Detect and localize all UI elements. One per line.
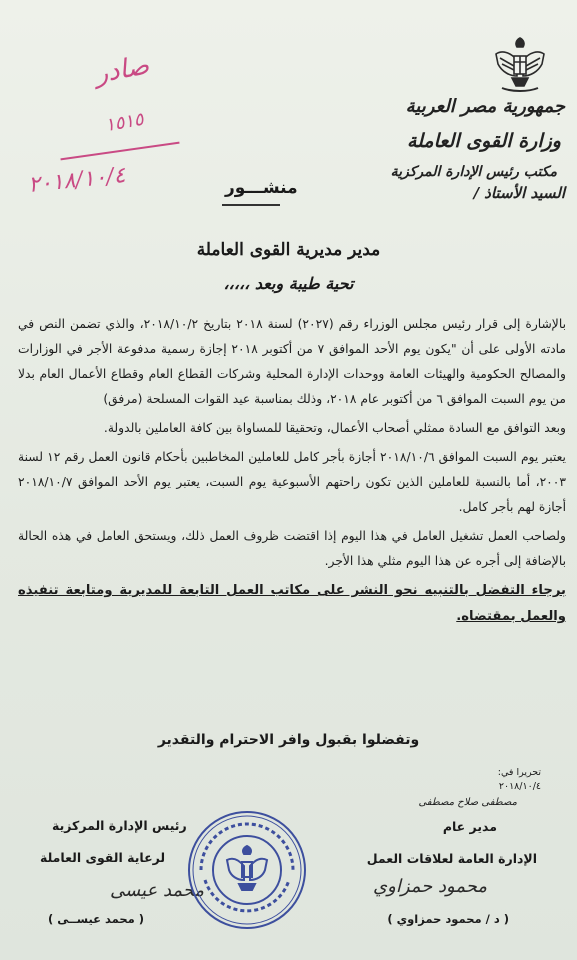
title-underline — [222, 204, 280, 206]
issue-date: ٢٠١٨/١٠/٤ — [498, 781, 541, 792]
handwritten-stroke — [60, 142, 179, 161]
paragraph-overtime: ولصاحب العمل تشغيل العامل في هذا اليوم إذا اقتضت ظروف العمل ذلك، ويستحق العامل في هذه الحالة بالإضافة إلى أجره عن هذا اليوم مثلي هذا الأجر. — [18, 529, 566, 568]
left-signer-subtitle: لرعاية القوى العاملة — [40, 850, 166, 865]
handwritten-note-line1: صادر — [92, 50, 152, 90]
ministry-name: وزارة القوى العاملة — [406, 130, 561, 152]
right-signature: محمود حمزاوي — [373, 876, 487, 897]
paragraph-reference: بالإشارة إلى قرار رئيس مجلس الوزراء رقم (٢٠٢٧) لسنة ٢٠١٨ بتاريخ ٢٠١٨/١٠/٢، والذي تضمن النص في مادته الأولى على أن "يكون يوم الأحد الموافق ٧ من أكتوبر ٢٠١٨ إجازة رسمية مدفوعة الأجر في الوزارات والمصالح الحكومية والهيئات العامة ووحدات الإدارة المحلية وشركات القطاع العام وقطاع الأعمال العام بدلا من يوم السبت الموافق ٦ من أكتوبر عام ٢٠١٨، وذلك بمناسبة عيد القوات المسلحة (مرفق) — [18, 317, 567, 406]
closing-salutation: وتفضلوا بقبول وافر الاحترام والتقدير — [157, 732, 420, 748]
handwritten-note-line2: ١٥١٥ — [103, 108, 146, 137]
paragraph-agreement: وبعد التوافق مع السادة ممثلي أصحاب الأعمال، وتحقيقا للمساواة بين كافة العاملين بالدولة. — [103, 421, 566, 435]
right-signer-department: الإدارة العامة لعلاقات العمل — [366, 851, 537, 866]
right-signer-name: ( د / محمود حمزاوي ) — [387, 912, 509, 926]
paragraph-holiday: يعتبر يوم السبت الموافق ٢٠١٨/١٠/٦ أجازة بأجر كامل للعاملين المخاطبين بأحكام قانون العمل رقم ١٢ لسنة ٢٠٠٣، أما بالنسبة للعاملين الذين تكون راحتهم الأسبوعية يوم السبت، يعتبر يوم الأحد الموافق ٢٠١٨/١٠/٧ أجازة لهم بأجر كامل. — [18, 450, 566, 514]
document-type: منشـــور — [225, 178, 298, 198]
paragraph-request: برجاء التفضل بالتنبيه نحو النشر على مكاتب العمل التابعة للمديرية ومتابعة تنفيذه والعمل بمقتضاه. — [18, 583, 566, 624]
left-signature: محمد عيسى — [110, 880, 205, 901]
republic-name: جمهورية مصر العربية — [405, 96, 565, 117]
greeting: تحية طيبة وبعد ،،،،، — [223, 274, 354, 293]
right-signer-title: مدير عام — [442, 819, 497, 834]
office-name: مكتب رئيس الإدارة المركزية — [390, 164, 557, 180]
handwritten-signer-name: مصطفى صلاح مصطفى — [418, 797, 517, 808]
recipient-label: السيد الأستاذ / — [473, 184, 565, 202]
eagle-emblem-icon — [488, 32, 552, 98]
left-signer-title: رئيس الإدارة المركزية — [52, 818, 187, 833]
handwritten-note-date: ٢٠١٨/١٠/٤ — [26, 162, 127, 199]
official-stamp-icon — [185, 808, 309, 932]
addressee: مدير مديرية القوى العاملة — [196, 240, 381, 260]
left-signer-name: ( محمد عيســى ) — [48, 912, 145, 926]
letter-body — [18, 312, 566, 634]
date-label: تحريرا في: — [497, 767, 541, 778]
